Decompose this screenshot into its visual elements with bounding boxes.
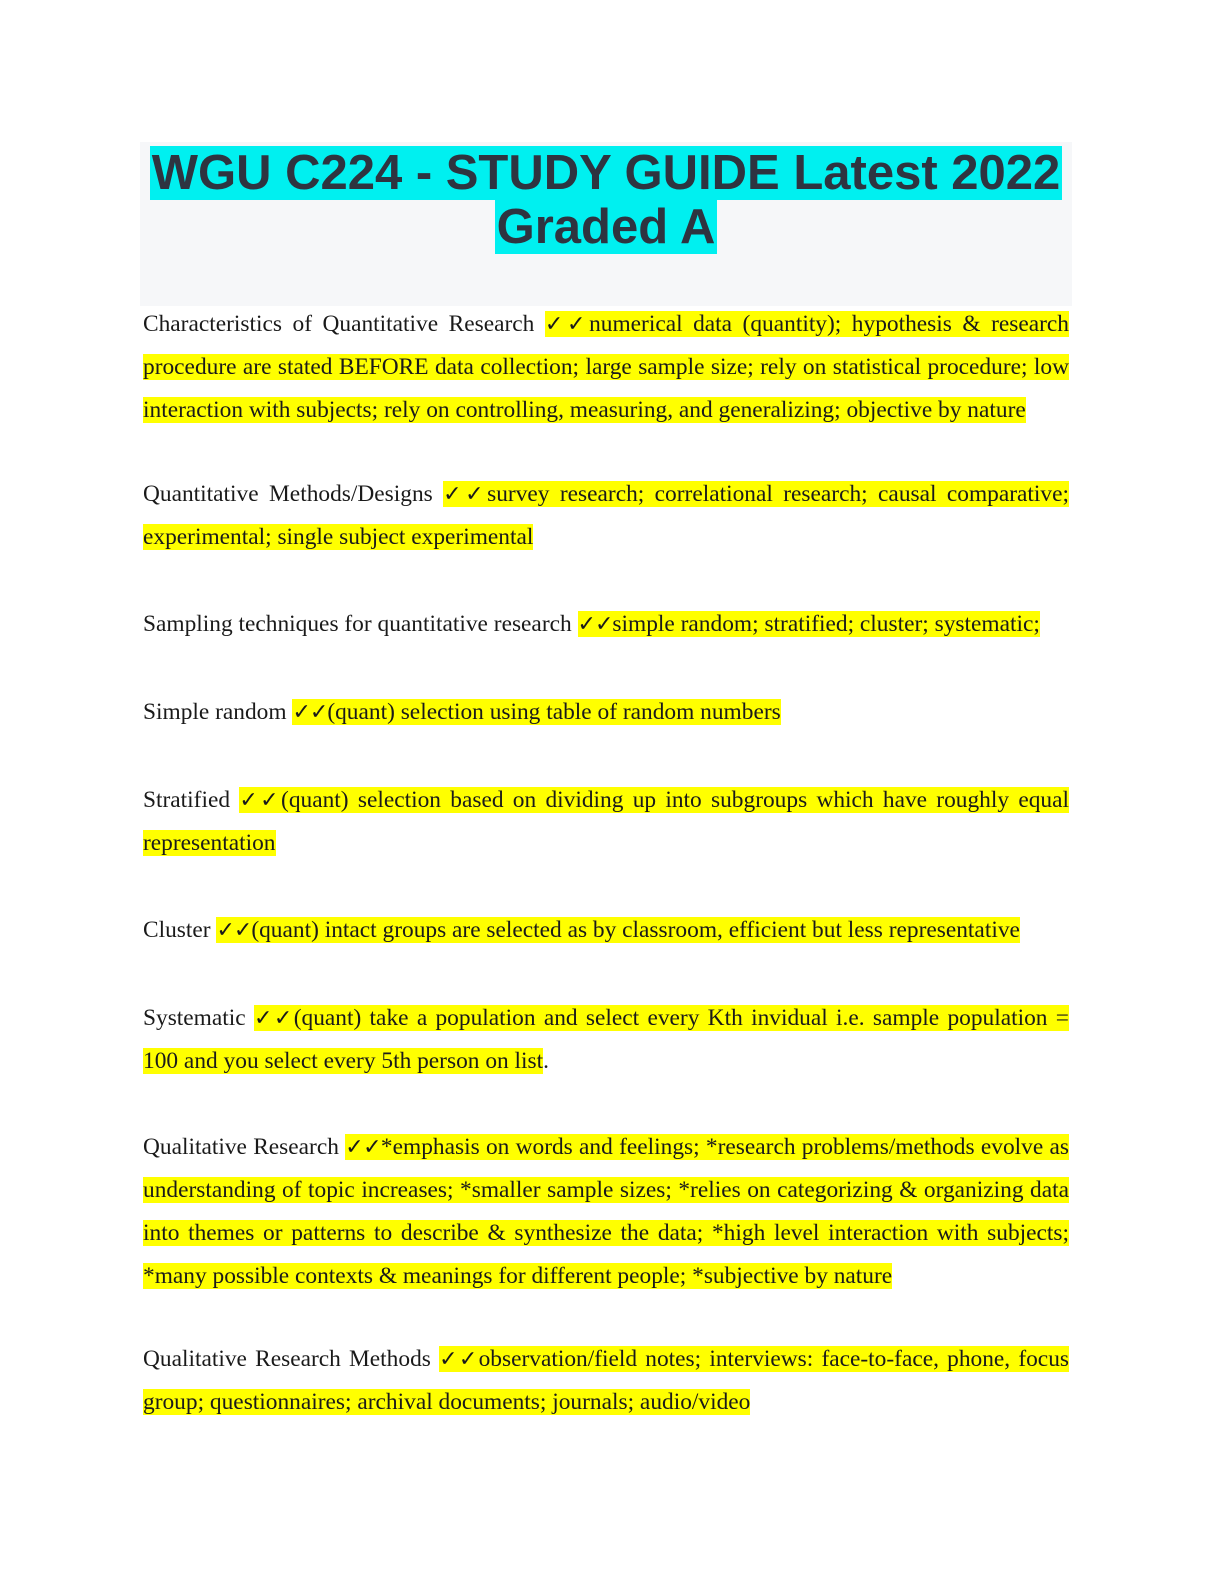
double-check-icon: ✓✓: [253, 1006, 294, 1031]
double-check-icon: ✓✓: [345, 1135, 381, 1160]
double-check-icon: ✓✓: [292, 700, 328, 725]
entry-cluster: [143, 909, 1069, 952]
entry-definition: ✓✓survey research; correlational research; causal comparative; experimental; single subject experimental: [143, 481, 1069, 550]
entry-sampling-techniques: [143, 603, 1069, 646]
entry-definition: ✓✓numerical data (quantity); hypothesis & research procedure are stated BEFORE data collection; large sample size; rely on statistical procedure; low interaction with subjects; rely on controlling, measuring, and generalizing; objective by nature: [143, 311, 1069, 423]
entry-quantitative-methods: [143, 473, 1069, 559]
double-check-icon: ✓✓: [216, 918, 252, 943]
entry-qualitative-methods: [143, 1338, 1069, 1424]
entry-definition: ✓✓(quant) take a population and select every Kth invidual i.e. sample population = 100 and you select every 5th person on list: [143, 1005, 1069, 1074]
entry-term: Sampling techniques for quantitative research: [143, 611, 572, 637]
entry-systematic: Systematic ✓✓(quant) take a population and select every Kth invidual i.e. sample population = 100 and you select every 5th person on list.: [143, 1005, 1069, 1074]
entry-term: Cluster: [143, 917, 211, 943]
document-title: WGU C224 - STUDY GUIDE Latest 2022 Graded A: [151, 146, 1061, 254]
entry-term: Systematic: [143, 1005, 246, 1031]
double-check-icon: ✓✓: [239, 788, 282, 813]
entry-definition: ✓✓*emphasis on words and feelings; *research problems/methods evolve as understanding of topic increases; *smaller sample sizes; *relies on categorizing & organizing data into themes or patterns to describe & synthesize the data; *high level interaction with subjects; *many possible contexts & meanings for different people; *subjective by nature: [143, 1134, 1069, 1289]
entry-term: Quantitative Methods/Designs: [143, 481, 433, 507]
double-check-icon: ✓✓: [439, 1347, 479, 1372]
entry-term: Stratified: [143, 787, 231, 813]
double-check-icon: ✓✓: [577, 612, 613, 637]
entry-definition: ✓✓(quant) intact groups are selected as by classroom, efficient but less representative: [216, 917, 1020, 943]
entry-term: Qualitative Research: [143, 1134, 339, 1160]
double-check-icon: ✓✓: [544, 312, 590, 337]
entry-term: Qualitative Research Methods: [143, 1346, 431, 1372]
entry-characteristics-quantitative: [143, 303, 1069, 432]
title-banner: [140, 142, 1072, 306]
entry-definition: ✓✓observation/field notes; interviews: face-to-face, phone, focus group; questionnaires; archival documents; journals; audio/video: [143, 1346, 1069, 1415]
entry-term: Simple random: [143, 699, 287, 725]
entry-definition: ✓✓simple random; stratified; cluster; systematic;: [577, 611, 1040, 637]
entry-simple-random: [143, 691, 1069, 734]
entry-term: Characteristics of Quantitative Research: [143, 311, 535, 337]
entry-qualitative-research: [143, 1126, 1069, 1298]
entry-definition: ✓✓(quant) selection based on dividing up into subgroups which have roughly equal representation: [143, 787, 1069, 856]
entry-stratified: [143, 779, 1069, 865]
double-check-icon: ✓✓: [443, 482, 488, 507]
entry-definition: ✓✓(quant) selection using table of random numbers: [292, 699, 781, 725]
